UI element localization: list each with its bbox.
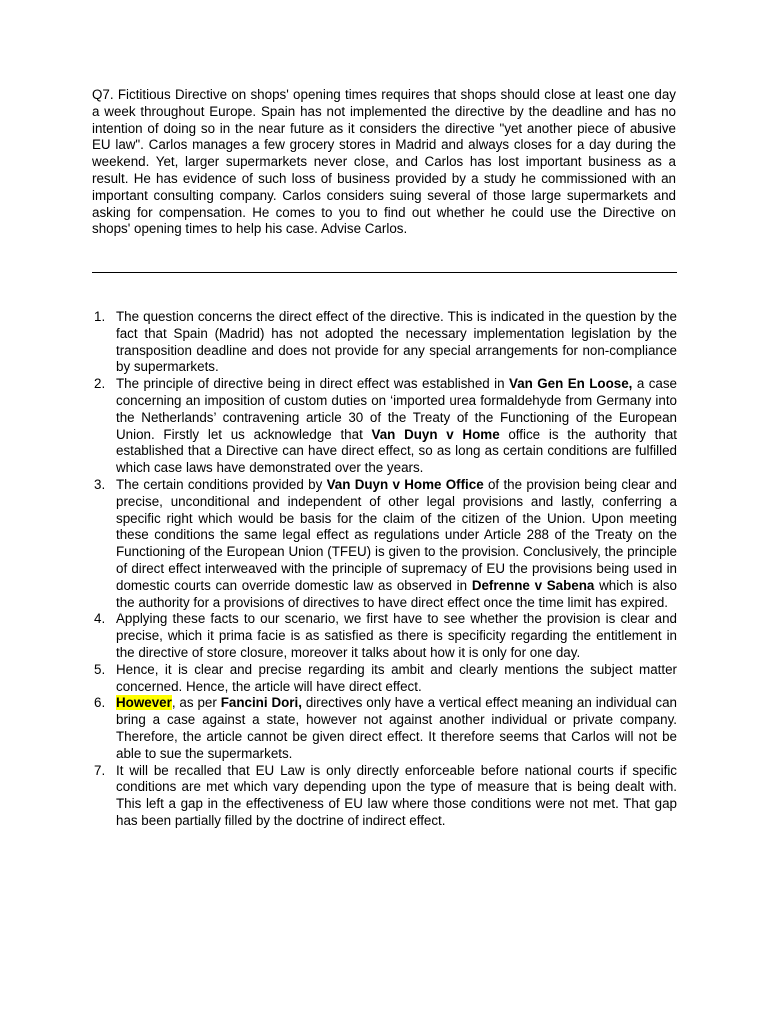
- answer-item-2: [92, 376, 677, 477]
- answer-text: The principle of directive being in direct effect was established in: [116, 376, 510, 392]
- answer-text: The question concerns the direct effect of the directive. This is indicated in the question by the fact that Spain (Madrid) has not adopted the necessary implementation legislation by the transposition deadline and does not provide for any special arrangements for non-compliance by supermarkets.: [116, 309, 677, 375]
- separator-line: [92, 272, 677, 273]
- case-name: Defrenne v Sabena: [471, 577, 595, 593]
- answer-text: , as per: [171, 695, 221, 711]
- answer-item-6: [92, 695, 677, 762]
- answer-text: It will be recalled that EU Law is only directly enforceable before national courts if specific conditions are met which vary depending upon the type of measure that is being dealt with. This left a gap in the effectiveness of EU law where those conditions were not met. That gap has been partially filled by the doctrine of indirect effect.: [116, 762, 677, 828]
- case-name: Van Duyn v Home Office: [326, 476, 484, 492]
- item-number: 1.: [94, 309, 106, 324]
- answer-list: [92, 309, 677, 830]
- answer-text: of the provision being clear and precise, unconditional and independent of other legal provisions and lastly, conferring a specific right which would be basis for the claim of the citizen of the Union. Upon meeting these conditions the same legal effect as regulations under Article 288 of the Treaty on the Functioning of the European Union (TFEU) is given to the provision. Conclusively, the principle of direct effect interweaved with the principle of supremacy of EU the provisions being used in domestic courts can override domestic law as observed in: [116, 476, 677, 593]
- item-number: 4.: [94, 611, 106, 627]
- answer-item-7: [92, 763, 677, 830]
- item-number: 2.: [94, 376, 106, 392]
- answer-text: The certain conditions provided by: [116, 476, 327, 492]
- answer-text: Hence, it is clear and precise regarding its ambit and clearly mentions the subject matter concerned. Hence, the article will have direct effect.: [116, 661, 677, 694]
- highlighted-word: However: [116, 695, 172, 711]
- answer-text: directives only have a vertical effect meaning an individual can bring a case against a state, however not against another individual or private company. Therefore, the article cannot be given direct effect. It therefore seems that Carlos will not be able to sue the supermarkets.: [116, 695, 677, 761]
- answer-item-4: [92, 611, 677, 661]
- question-text: Q7. Fictitious Directive on shops' opening times requires that shops should close at least one day a week throughout Europe. Spain has not implemented the directive by the deadline and has no intention of doing so in the near future as it considers the directive "yet another piece of abusive EU law". Carlos manages a few grocery stores in Madrid and always closes for a day during the weekend. Yet, larger supermarkets never close, and Carlos has lost important business as a result. He has evidence of such loss of business provided by a study he commissioned with an important consulting company. Carlos considers suing several of those large supermarkets and asking for compensation. He comes to you to find out whether he could use the Directive on shops' opening times to help his case. Advise Carlos.: [92, 87, 676, 237]
- answer-item-5: [92, 662, 677, 696]
- item-number: 7.: [94, 762, 106, 778]
- item-number: 6.: [94, 695, 106, 711]
- answer-text: a case concerning an imposition of custom duties on ‘imported urea formaldehyde from Germany into the Netherlands’ contravening article 30 of the Treaty of the Functioning of the European Union. Firstly let us acknowledge that: [116, 376, 677, 442]
- item-number: 5.: [94, 661, 106, 677]
- answer-text: Applying these facts to our scenario, we first have to see whether the provision is clear and precise, which it prima facie is as satisfied as there is specificity regarding the entitlement in the directive of store closure, moreover it talks about how it is only for one day.: [116, 611, 677, 660]
- answer-item-3: [92, 477, 677, 611]
- case-name: Van Duyn v Home: [371, 426, 500, 442]
- item-number: 3.: [94, 476, 106, 492]
- answer-item-1: [92, 309, 677, 376]
- case-name: Van Gen En Loose,: [509, 376, 633, 392]
- answer-text: office is the authority that established that a Directive can have direct effect, so as long as certain conditions are fulfilled which case laws have demonstrated over the years.: [116, 426, 677, 476]
- case-name: Fancini Dori,: [220, 695, 302, 711]
- answer-text: which is also the authority for a provisions of directives to have direct effect once the time limit has expired.: [116, 577, 677, 610]
